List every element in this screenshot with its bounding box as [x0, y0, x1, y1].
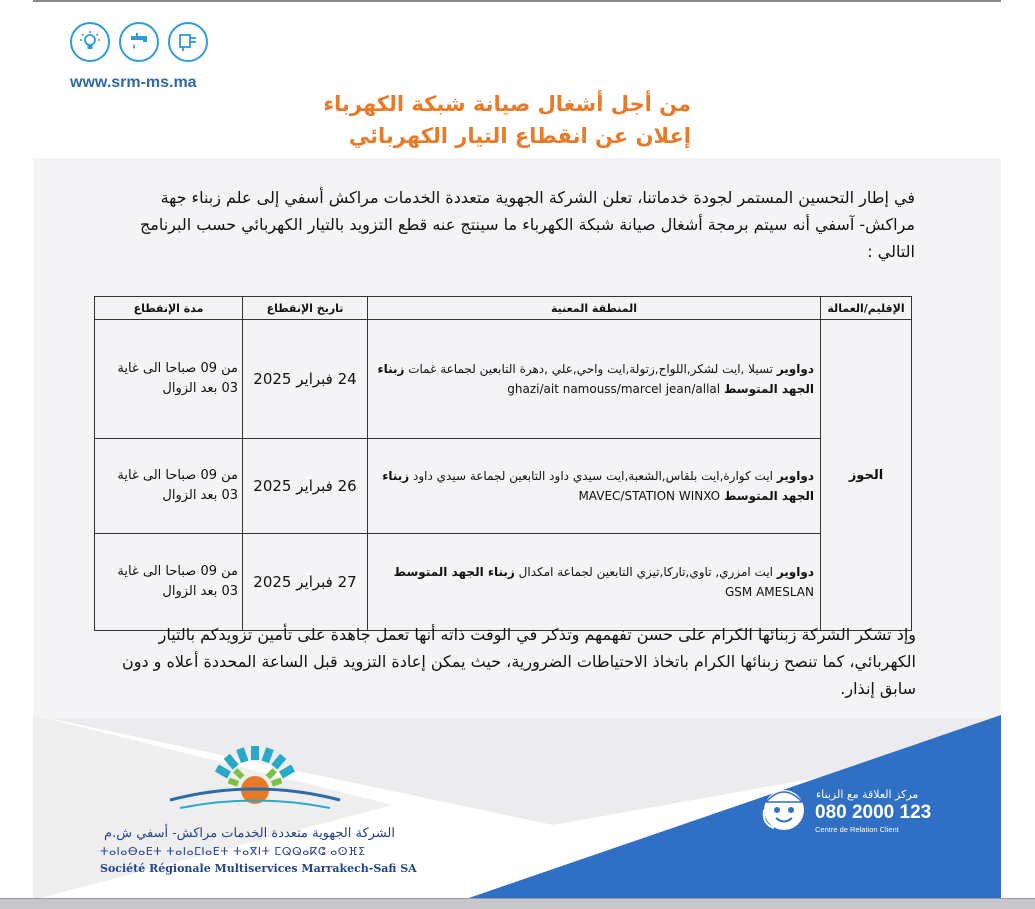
hotline-number[interactable]: 080 2000 123 — [815, 802, 932, 823]
zone-lead: دواوير — [776, 469, 814, 483]
zone-latin-names: GSM AMESLAN — [725, 585, 814, 599]
duration-start: من 09 صباحا الى غاية — [117, 361, 238, 376]
hotline-label-arabic: مركز العلاقة مع الزبناء — [816, 788, 919, 801]
date-cell: 27 فبراير 2025 — [243, 534, 368, 631]
duration-cell — [95, 320, 243, 439]
water-tap-icon — [119, 22, 159, 62]
zone-text: تسيلا ,ايت لشكر,اللواح,زتولة,ايت واحي,علي ,دهرة التابعين لجماعة غمات — [408, 362, 773, 376]
website-link[interactable]: www.srm-ms.ma — [70, 74, 197, 91]
table-row — [95, 439, 912, 534]
company-name-french: Société Régionale Multiservices Marrakech-Safi SA — [100, 862, 417, 875]
customer-service-mascot-icon — [756, 780, 812, 838]
header-date: تاريخ الإنقطاع — [243, 297, 368, 320]
intro-paragraph: في إطار التحسين المستمر لجودة خدماتنا، تعلن الشركة الجهوية متعددة الخدمات مراكش أسفي إلى علم زبناء جهة مراكش- آسفي أنه سيتم برمجة أشغال صيانة شبكة الكهرباء ما سينتج عنه قطع التزويد بالتيار الكهربائي حسب البرنامج التالي : — [139, 188, 915, 261]
zone-text: ايت امزري, تاوي,تاركا,تيزي التابعين لجماعة امكدال — [518, 565, 773, 579]
zone-customer-type: زبناء الجهد المتوسط — [377, 362, 814, 396]
bottom-divider — [0, 898, 1035, 899]
duration-start: من 09 صباحا الى غاية — [117, 564, 238, 579]
region-cell: الحوز — [821, 320, 912, 631]
duration-end: 03 بعد الزوال — [162, 381, 238, 396]
zone-cell — [368, 534, 821, 631]
duration-end: 03 بعد الزوال — [162, 584, 238, 599]
zone-lead: دواوير — [776, 565, 814, 579]
zone-text: ايت كوارة,ايت بلقاس,الشعبة,ايت سيدي داود التابعين لجماعة سيدي داود — [413, 469, 773, 483]
bottom-bar — [0, 898, 1035, 909]
top-border — [33, 0, 1001, 2]
table-header-row — [95, 297, 912, 320]
zone-customer-type: زبناء الجهد المتوسط — [382, 469, 814, 503]
duration-cell — [95, 439, 243, 534]
announcement-title: من أجل أشغال صيانة شبكة الكهرباء — [323, 92, 691, 116]
lightbulb-icon — [70, 22, 110, 62]
table-row — [95, 534, 912, 631]
sanitation-icon — [168, 22, 208, 62]
duration-end: 03 بعد الزوال — [162, 488, 238, 503]
header-region: الإقليم/العمالة — [821, 297, 912, 320]
announcement-subtitle: إعلان عن انقطاع التيار الكهربائي — [348, 124, 691, 148]
zone-cell — [368, 439, 821, 534]
header-zone: المنطقة المعنية — [368, 297, 821, 320]
duration-cell — [95, 534, 243, 631]
company-name-tifinagh: ⵜⴰⵏⴰⴱⴰⴹⵜ ⵜⴰⵏⴰⵎⵏⴰⴹⵜ ⵜⴰⴳⵏⵜ ⵎⵕⵕⴰⴽⵛ ⴰⵙⴼⵉ — [100, 845, 366, 858]
table-row — [95, 320, 912, 439]
zone-latin-names: ghazi/ait namouss/marcel jean/allal — [507, 382, 721, 396]
service-icons — [70, 22, 208, 62]
company-name-arabic: الشركة الجهوية متعددة الخدمات مراكش- أسفي ش.م — [104, 826, 395, 841]
zone-latin-names: MAVEC/STATION WINXO — [578, 489, 721, 503]
date-cell: 24 فبراير 2025 — [243, 320, 368, 439]
outage-schedule-table — [94, 296, 912, 631]
date-cell: 26 فبراير 2025 — [243, 439, 368, 534]
header-duration: مدة الإنقطاع — [95, 297, 243, 320]
zone-lead: دواوير — [776, 362, 814, 376]
zone-cell — [368, 320, 821, 439]
closing-paragraph: وإذ تشكر الشركة زبنائها الكرام على حسن تفهمهم وتذكر في الوقت ذاته أنها تعمل جاهدة على تأمين تزويدكم بالتيار الكهربائي، كما تنصح زبنائها الكرام باتخاذ الاحتياطات الضرورية، حيث يمكن إعادة التزويد قبل الساعة المحددة أعلاه و دون سابق إنذار. — [121, 625, 916, 698]
duration-start: من 09 صباحا الى غاية — [117, 468, 238, 483]
hotline-label-french: Centre de Relation Client — [815, 825, 899, 834]
zone-customer-type: زبناء الجهد المتوسط — [393, 565, 515, 579]
